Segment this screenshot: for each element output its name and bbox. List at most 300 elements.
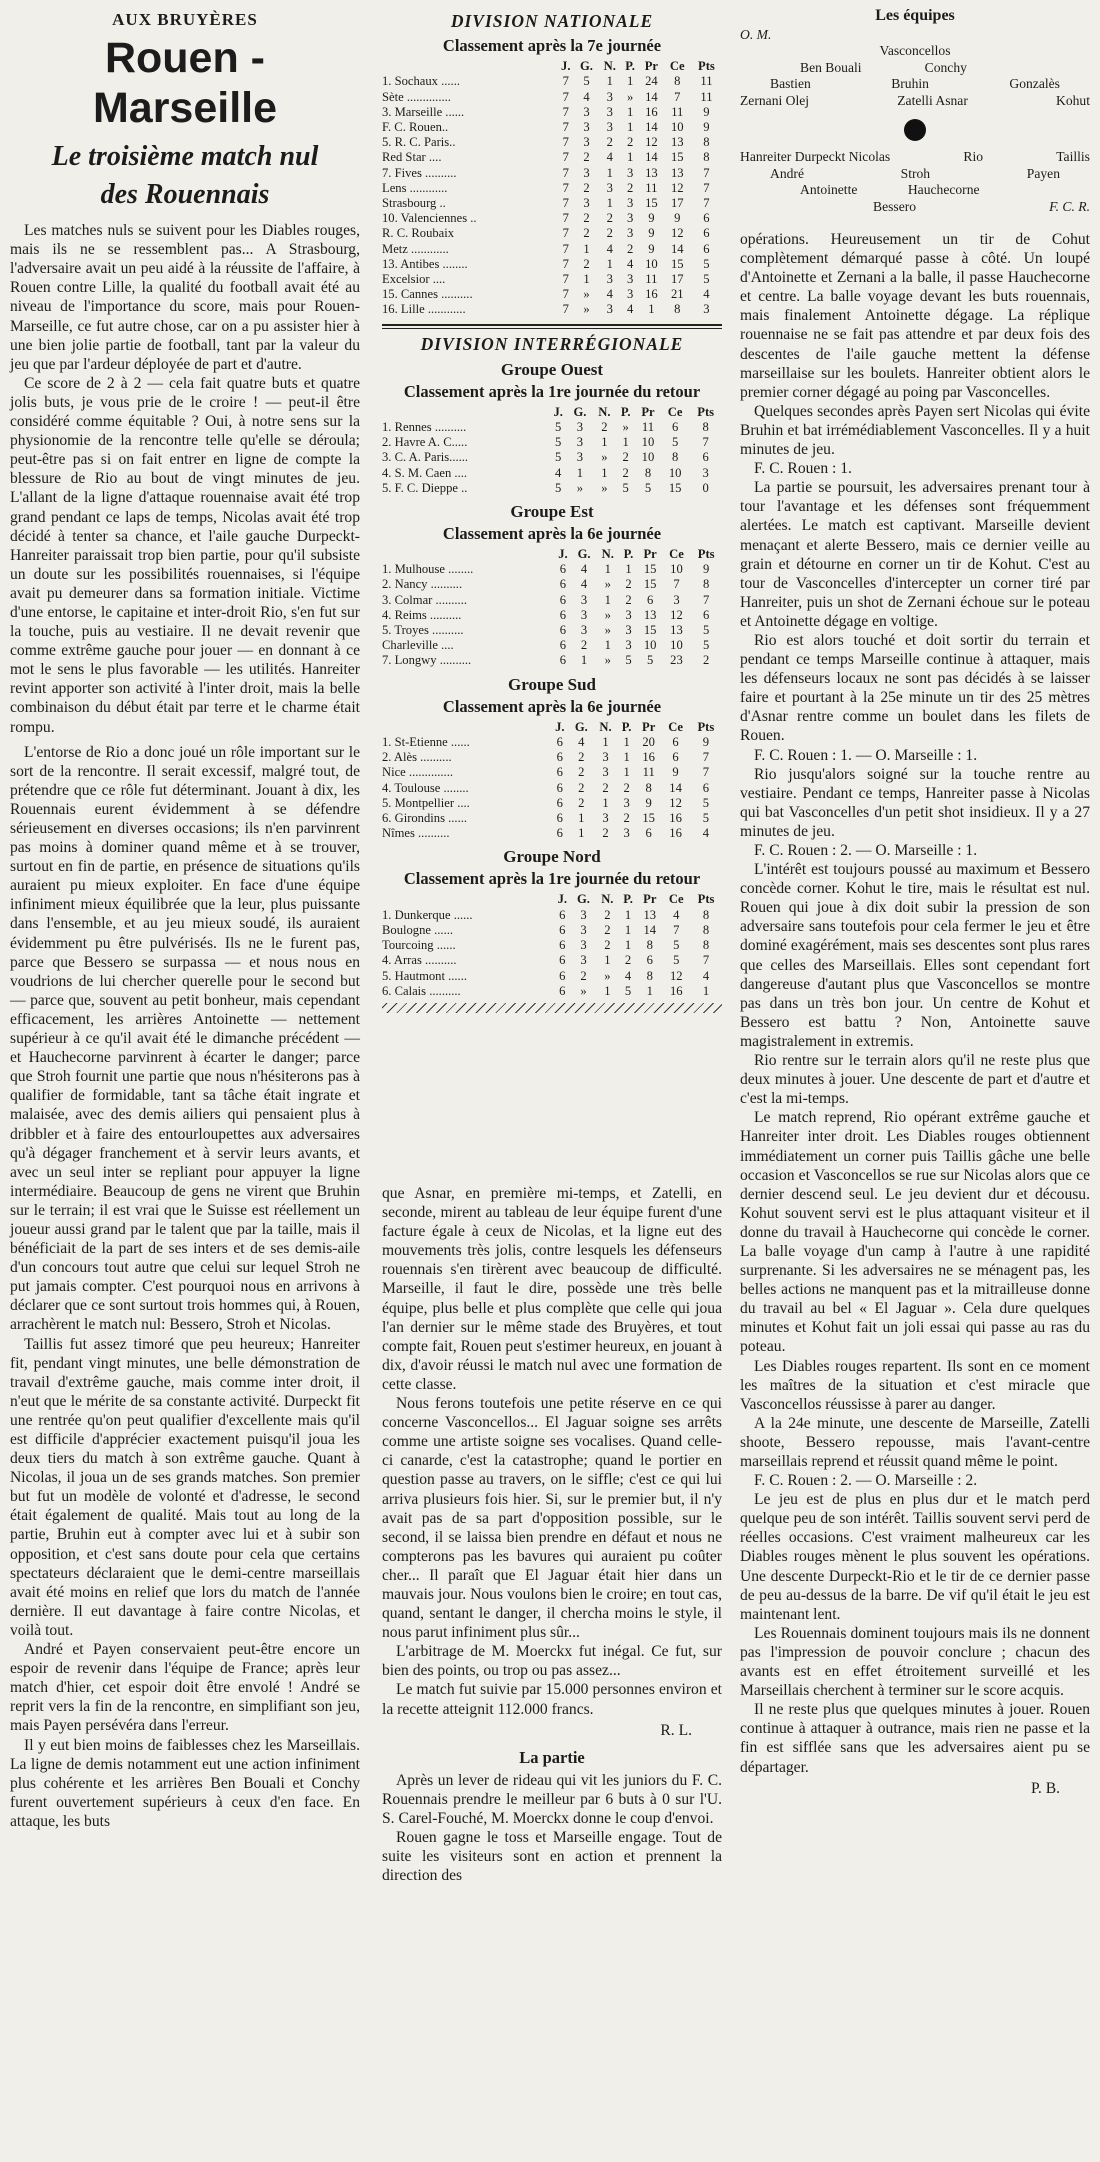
stat-cell: 13 [643,607,657,622]
team-name: 2. Alès .......... [382,750,452,765]
stat-cell: 5 [583,74,590,89]
table-row [382,435,722,450]
stat-cell: 2 [606,135,613,150]
stat-cell: 2 [583,211,590,226]
stat-cell: » [604,577,611,592]
stat-cell: 5 [702,795,709,810]
stat-cell: 3 [602,765,609,780]
stat-cell: 6 [559,938,566,953]
team-name: 7. Longwy .......... [382,653,472,668]
column-header: J. [557,892,568,907]
column-header: Pts [697,404,715,419]
stat-cell: 3 [580,592,588,607]
stat-cell: 15 [670,150,684,165]
stat-cell: 5 [673,938,680,953]
stat-cell: 8 [703,150,710,165]
stat-cell: 3 [576,450,584,465]
paragraph: Il ne reste plus que quelques minutes à jouer. Rouen continue à attaquer à outrance, mais rien ne passe et la fin est sifflée sans que les adversaires aient pu se départager. [740,1701,1090,1776]
stat-cell: 16 [642,750,655,765]
stat-cell: 3 [703,302,710,317]
team-name: Tourcoing ...... [382,938,456,953]
table-row [382,420,722,435]
column-header: N. [598,404,611,419]
column-header: Ce [669,547,684,562]
stat-cell: 12 [670,607,683,622]
column-header: Ce [668,719,683,734]
table-row [382,938,722,953]
column-header: G. [580,59,593,74]
paragraph: La partie se poursuit, les adversaires prenant tour à tour l'avantage et les défenses sont fréquemment alertées. Le match est captivant. Marseille devient menaçant et alerte Bessero, mais ce dernier veille au grain et détourne en corner un tir de Kohut. C'est au tour de Vasconcelles d'intercepter un corner tiré par Hanreiter, puis un shot de Zernani échoue sur le poteau et Antoinette dégage en voltige. [740,479,1090,630]
team-name: 10. Valenciennes .. [382,211,477,226]
paragraph: Le jeu est de plus en plus dur et le match perd quelque peu de son intérêt. Taillis souvent servi perd de réelles occasions. C'est vraiment malheureux car les Diables rouges mènent le plus souvent les opérations. Une descente Durpeckt-Rio et le tir de ce dernier passe de peu au-dessus de la barre. De vif qu'il était le jeu est maintenant lent. [740,1491,1090,1623]
stat-cell: 3 [623,795,630,810]
stat-cell: 1 [602,795,609,810]
stat-cell: 13 [645,165,658,180]
stat-cell: 2 [578,795,585,810]
stat-cell: 14 [669,780,682,795]
stat-cell: 16 [669,983,683,998]
standings-column [382,8,722,1017]
score-line: F. C. Rouen : 2. — O. Marseille : 2. [754,1472,978,1490]
stat-cell: 11 [642,765,655,780]
stat-cell: 6 [559,562,567,577]
stat-cell: 3 [580,907,587,922]
stat-cell: » [583,287,590,302]
stat-cell: 6 [559,953,566,968]
lineups-title: Les équipes [875,7,955,24]
division-nationale-title: DIVISION NATIONALE [450,11,654,31]
stat-cell: 7 [703,165,710,180]
stat-cell: 16 [645,287,658,302]
team-name: Nice .............. [382,765,453,780]
team-name: F. C. Rouen.. [382,119,449,134]
stat-cell: 8 [702,938,710,953]
team-name: Sète .............. [382,89,451,104]
stat-cell: 10 [670,562,683,577]
stat-cell: 3 [625,607,632,622]
stat-cell: 1 [648,302,655,317]
table-row [382,781,722,796]
paragraph: Les Diables rouges repartent. Ils sont en ce moment les maîtres de la situation et c'est miracle que Vasconcellos réussisse à parer au danger. [740,1357,1090,1413]
stat-cell: 7 [562,271,569,286]
column-header: Pr [642,719,656,734]
column-header: Pr [643,892,657,907]
article-column-1 [10,8,360,1831]
stat-cell: 11 [671,104,684,119]
stat-cell: 5 [703,638,710,653]
team-name: 5. Troyes .......... [382,623,464,638]
stat-cell: 1 [576,465,584,480]
table-row [382,196,722,211]
stat-cell: » [583,302,590,317]
stat-cell: 5 [703,271,710,286]
stat-cell: 6 [672,750,679,765]
stat-cell: 14 [670,241,684,256]
stat-cell: 3 [583,165,590,180]
lineup-row: Antoinette Hauchecorne [800,182,980,197]
stat-cell: 5 [644,480,652,495]
team-name: 1. Rennes .......... [382,419,467,434]
stat-cell: 4 [606,287,613,302]
stat-cell: 7 [703,180,710,195]
stat-cell: 14 [645,119,658,134]
stat-cell: 1 [623,734,630,749]
stat-cell: 24 [645,74,658,89]
stat-cell: 12 [670,226,684,241]
stat-cell: 10 [643,638,657,653]
stat-cell: 6 [556,780,563,795]
paragraph: Rio est alors touché et doit sortir du terrain et pendant ce temps Marseille continue à attaquer, mais les défenseurs locaux ne sont pas décidés à se laisser faire et pourtant à la 25e minute un tir des 25 mètres d'Asnar rentre comme un boulet dans les filets de Rouen. [740,631,1090,745]
table-row [382,166,722,181]
table-row [382,826,722,841]
stat-cell: 1 [646,983,653,998]
stat-cell: 1 [626,150,634,165]
table-row [382,450,722,465]
stat-cell: 4 [580,577,588,592]
stat-cell: 1 [626,104,634,119]
stat-cell: 11 [645,180,658,195]
lineup-row: Bessero F. C. R. [873,198,1090,214]
column-header: N. [599,719,612,734]
stat-cell: 7 [702,435,709,450]
stat-cell: 2 [578,750,585,765]
table-row [382,638,722,653]
stat-cell: 4 [580,562,588,577]
team-name: 1. St-Etienne ...... [382,734,470,749]
stat-cell: 6 [672,734,679,749]
team-header [382,720,551,735]
stat-cell: 21 [670,287,684,302]
stat-cell: 2 [623,780,630,795]
stat-cell: » [626,89,634,104]
team-header [382,892,553,907]
column-header: P. [621,719,632,734]
stat-cell: 9 [703,562,710,577]
table-row [382,481,722,496]
divider [382,324,722,329]
paragraph: que Asnar, en première mi-temps, et Zatelli, en seconde, mirent au tableau de leur équipe furent d'une facture égale à ceux de Nicolas, et la ligne eut des mouvements très jolis, contre lesquels les défenseurs rouennais s'en tirèrent avec beaucoup de difficulté. Marseille, il faut le dire, possède une très belle équipe, plus belle et plus complète que celle qui joua l'an dernier sur le même stade des Bruyères, et tout compte fait, Rouen peut s'estimer heureux, en jouant à dix, d'avoir réussi le match nul avec une formation de cette classe. [382,1185,722,1393]
stat-cell: 7 [562,150,569,165]
stat-cell: 12 [670,180,684,195]
table-row [382,135,722,150]
team-name: Nîmes .......... [382,826,450,841]
team-name: Lens ............ [382,180,448,195]
stat-cell: 9 [703,104,710,119]
table-row [382,466,722,481]
stat-cell: 2 [626,241,634,256]
column-header: J. [558,547,568,562]
stat-cell: 7 [562,104,569,119]
stat-cell: 6 [556,826,563,841]
stat-cell: 6 [559,592,567,607]
team-lineups [740,8,1090,215]
team-name: 4. Toulouse ........ [382,780,469,795]
stat-cell: 6 [556,810,563,825]
stat-cell: 3 [580,922,587,937]
table-row [382,181,722,196]
stat-cell: 7 [702,953,710,968]
column-header: G. [577,547,591,562]
team-name: 6. Calais .......... [382,983,461,998]
stat-cell: 2 [583,180,590,195]
stat-cell: 11 [641,419,655,434]
stat-cell: 1 [702,983,710,998]
stat-cell: 11 [700,89,713,104]
stat-cell: 1 [606,256,613,271]
paragraph: Rio jusqu'alors soigné sur la touche rentre au vestiaire. Pendant ce temps, Hanreiter passe à Nicolas qui bat Vasconcelles d'un petit shot insidieux. Il y a 27 minutes de jeu. [740,765,1090,840]
stat-cell: 2 [583,150,590,165]
wavy-divider [382,1003,722,1013]
groupe-est-subtitle: Classement après la 6e journée [442,524,662,544]
paragraph: Ce score de 2 à 2 — cela fait quatre buts et quatre jolis buts, je vous prie de le croire ! — peut-il être considéré comme équitable ? Oui, à notre sens sur la physionomie de la rencontre telle qu'elle se déroula; peut-être pas si on fait entrer en ligne de compte la blessure de Rio au bout de vingt minutes de jeu. L'allant de la ligne d'attaque rouennaise avait été trop grand pendant ce laps de temps, Nicolas avait été trop décidé à tenter sa chance, et l'aile gauche Durpeckt-Hanreiter paraissait trop bien partie, pour qu'il subsiste un doute sur les possibilités rouennaises, si l'équipe avait pu demeurer dans sa formation initiale. Victime d'une entorse, le capitaine et inter-droit Rio, s'en fut sur la touche, puis au vestiaire. Il ne devait revenir que comme extrême gauche pour jouer — en donnant à ce mot le sens le plus favorable — les utilités. Hanreiter revint apporter son activité à l'inter droit, mais la belle combinaison du début était par terre et le charme était rompu. [10,374,360,736]
team-header [382,547,554,562]
column-header: P. [623,547,634,562]
stat-cell: » [601,450,608,465]
stat-cell: 3 [606,271,613,286]
stat-cell: 5 [555,480,562,495]
stat-cell: 5 [624,983,632,998]
stat-cell: 3 [626,271,634,286]
team-name: 1. Mulhouse ........ [382,562,474,577]
groupe-ouest-subtitle: Classement après la 1re journée du retour [403,381,701,401]
stat-cell: 6 [559,607,567,622]
stat-cell: 10 [641,450,655,465]
stat-cell: 6 [703,211,710,226]
column-header: J. [555,719,565,734]
column-header: Ce [668,892,684,907]
table-row [382,608,722,623]
stat-cell: 10 [641,435,655,450]
stat-cell: 13 [670,135,684,150]
om-label: O. M. [740,26,772,42]
stat-cell: 15 [643,562,657,577]
stat-cell: 7 [562,89,569,104]
stat-cell: 3 [606,302,613,317]
stat-cell: 20 [642,734,655,749]
stat-cell: 12 [669,968,683,983]
stat-cell: 3 [602,750,609,765]
stat-cell: 2 [602,826,609,841]
stat-cell: 2 [601,419,608,434]
stat-cell: 7 [673,922,680,937]
column-header: Pr [643,547,657,562]
column-header: Pts [698,59,715,74]
table-row [382,923,722,938]
stat-cell: 4 [626,302,634,317]
paragraph: Le match reprend, Rio opérant extrême gauche et Hanreiter inter droit. Les Diables rouges obtiennent immédiatement un corner puis Taillis gâche une belle occasion et Vasconcellos se rue sur Nicolas alors que ce dernier descend seul. Le jeu devient dur et décousu. Kohut souvent servi est le plus attaquant visiteur et il donne du travail à Hauchecorne qui concède le corner. La balle voyage d'un camp à l'autre à une rapidité surprenante. Si les adversaires ne se ménagent pas, les belles actions ne manquent pas et la mitrailleuse donne du travail au bel « El Jaguar ». Cela dure quelques minutes et Kohut fait un joli essai qui passe au ras du poteau. [740,1109,1090,1356]
stat-cell: 9 [702,734,709,749]
team-name: 2. Nancy .......... [382,577,463,592]
table-row [382,242,722,257]
stat-cell: 6 [556,795,563,810]
table-row [382,257,722,272]
fcr-label: F. C. R. [1049,198,1090,214]
team-name: 4. Reims .......... [382,607,462,622]
signature: R. L. [660,1721,692,1739]
stat-cell: 4 [578,734,585,749]
standings-table-ouest [382,405,722,496]
table-row [382,226,722,241]
stat-cell: 1 [583,271,590,286]
stat-cell: 1 [606,165,613,180]
stat-cell: 2 [583,226,590,241]
stat-cell: 3 [576,435,584,450]
stat-cell: 7 [562,302,569,317]
subheadline-2: des Rouennais [100,179,270,211]
stat-cell: 7 [562,287,569,302]
stat-cell: 2 [703,653,710,668]
stat-cell: 4 [606,150,613,165]
stat-cell: 7 [703,592,710,607]
stat-cell: 3 [583,195,590,210]
table-row [382,953,722,968]
signature: P. B. [1030,1779,1060,1797]
stat-cell: 12 [669,795,682,810]
stat-cell: 3 [580,607,588,622]
lineup-row: André Stroh Payen [770,165,1060,181]
stat-cell: 3 [673,592,680,607]
table-row [382,653,722,668]
stat-cell: 7 [562,256,569,271]
stat-cell: 2 [583,256,590,271]
stat-cell: 9 [672,765,679,780]
stat-cell: 7 [673,577,680,592]
team-name: 7. Fives .......... [382,165,457,180]
stat-cell: 13 [643,907,657,922]
stat-cell: 2 [578,765,585,780]
paragraph: Rio rentre sur le terrain alors qu'il ne reste plus que deux minutes à jouer. Une descente de part et d'autre et c'est la mi-temps. [740,1052,1090,1108]
stat-cell: 5 [625,653,632,668]
column-header: Ce [667,404,683,419]
stat-cell: 5 [703,623,710,638]
groupe-est-title: Groupe Est [510,501,594,521]
stat-cell: 6 [703,226,710,241]
groupe-ouest-title: Groupe Ouest [500,359,604,379]
paragraph: Après un lever de rideau qui vit les juniors du F. C. Rouennais prendre le meilleur par 6 buts à 0 sur l'U. S. Carel-Fouché, M. Moerckx donne le coup d'envoi. [382,1771,722,1827]
stat-cell: 7 [562,241,569,256]
standings-table-nord [382,892,722,998]
stat-cell: 11 [700,74,713,89]
column-header: Pts [697,719,715,734]
stat-cell: 8 [703,577,710,592]
stat-cell: 6 [559,983,566,998]
stat-cell: 2 [626,135,634,150]
stat-cell: 7 [562,180,569,195]
stat-cell: 3 [625,623,632,638]
table-row [382,74,722,89]
stat-cell: 3 [580,938,587,953]
paragraph: Quelques secondes après Payen sert Nicolas qui évite Bruhin et bat irrémédiablement Vasconcelles. Il y a huit minutes de jeu. [740,402,1090,459]
table-row [382,984,722,999]
stat-cell: 2 [604,922,611,937]
ball-icon [904,119,926,141]
stat-cell: 3 [602,810,609,825]
stat-cell: 9 [703,119,710,134]
stat-cell: 1 [604,638,611,653]
stat-cell: 3 [580,623,588,638]
table-row [382,302,722,317]
standings-table-nationale [382,59,722,317]
stat-cell: 9 [648,226,655,241]
stat-cell: 5 [671,435,679,450]
stat-cell: 4 [673,907,680,922]
team-name: 1. Sochaux ...... [382,74,461,89]
paragraph: Nous ferons toutefois une petite réserve en ce qui concerne Vasconcellos... El Jaguar soigne ses arrêts comme une artiste soigne ses vocalises. Quand celle-ci canarde, c'est la catastrophe; quand le portier en question passe au travers, on le siffle; c'est ce qui lui arriva plusieurs fois hier. Si, sur le premier but, il n'y avait pas de sa part d'opposition possible, sur le second, il se laissa bien prendre en défaut et nous ne compterons pas les bavures qui auraient pu coûter cher... Il paraît que El Jaguar était hier dans un mauvais jour. Nous voulons bien le croire; en tout cas, quand, sentant le danger, il chercha moins le style, il nous parut infiniment plus sûr... [382,1395,722,1642]
column-header: P. [625,59,635,74]
stat-cell: 2 [622,465,629,480]
stat-cell: 3 [626,287,634,302]
stat-cell: 10 [645,256,658,271]
division-nationale-subtitle: Classement après la 7e journée [442,36,662,56]
column-header: Pr [641,404,655,419]
team-name: 13. Antibes ........ [382,256,468,271]
stat-cell: 9 [674,211,681,226]
stat-cell: 17 [670,195,684,210]
column-header: Pr [644,59,659,74]
stat-cell: 1 [583,241,590,256]
column-header: J. [561,59,571,74]
team-name: Boulogne ...... [382,922,454,937]
article-column-3 [740,230,1090,1800]
lineup-row: Ben Bouali Conchy [800,59,967,75]
stat-cell: 3 [583,119,590,134]
team-name: 5. Hautmont ...... [382,968,468,983]
stat-cell: 1 [626,119,634,134]
stat-cell: 6 [559,577,567,592]
paragraph: L'entorse de Rio a donc joué un rôle important sur le sort de la rencontre. Il serait excessif, malgré tout, de prétendre que ce rôle fut déterminant. Jouant à dix, les Rouennais eurent évidemment à se défendre sérieusement en diverses occasions; ils n'en parvinrent pas moins à dominer quand même et à se trouver, surtout en fin de partie, en présence de situations qu'ils auraient pu mieux exploiter. En face d'une équipe infiniment mieux équilibrée que la leur, plus puissante dans l'ensemble, et au jeu mieux soudé, ils auraient évidemment pu être pulvérisés. Ils ne le furent pas, parce que Bessero se surpassa — et nous nous en voudrions de lui chercher querelle pour le second but — parce que, souvent au petit bonheur, mais cependant efficacement, les arrières Antoinette — nettement supérieur à ce qu'il avait été le dimanche précédent — et Hauchecorne parvinrent à écarter le danger; parce que Stroh fournit une partie que nous n'hésiterons pas à qualifier de formidable, tant sa tâche était ingrate et malaisée, avec des demis ailiers qui pensaient plus à dribbler et à faire des entourloupettes aux adversaires qu'à dégager franchement et à servir leurs avants, et avec un seul inter se repliant pour appuyer la ligne intermédiaire. Beaucoup de gens ne virent que Bruhin sur le terrain; il est vrai que le Suisse est réellement un joueur aussi grand par le talent que par la taille, mais il bénéficiait de la part de ses inters et de ses demis-aile d'un concours tout autre que celui sur lequel Stroh ne put jamais compter. C'est pourquoi nous en arrivons à déclarer que ce sont surtout trois hommes qui, à Rouen, arrachèrent le match nul: Bessero, Stroh et Nicolas. [10,743,360,1334]
paragraph: L'arbitrage de M. Moerckx fut inégal. Ce fut, sur bien des points, ou trop ou pas assez... [382,1643,722,1680]
stat-cell: 5 [673,953,680,968]
stat-cell: 9 [648,241,655,256]
stat-cell: 14 [645,150,658,165]
team-name: R. C. Roubaix [382,226,455,241]
team-name: 16. Lille ............ [382,302,466,317]
stat-cell: 1 [606,74,613,89]
stat-cell: 1 [624,907,632,922]
stat-cell: 1 [626,74,634,89]
stat-cell: 1 [624,938,632,953]
stat-cell: 7 [702,765,709,780]
paragraph: André et Payen conservaient peut-être encore un espoir de revenir dans l'équipe de France; après leur match d'hier, cet espoir doit être envolé ! André se reprit vers la fin de la rencontre, en simplifiant son jeu, mais Payen persévéra dans l'erreur. [10,1641,360,1735]
headline: Rouen - Marseille [92,34,278,133]
stat-cell: 8 [703,135,710,150]
team-name: 1. Dunkerque ...... [382,907,473,922]
table-row [382,796,722,811]
stat-cell: 6 [559,638,567,653]
column-header: N. [601,892,614,907]
stat-cell: 2 [623,810,630,825]
stat-cell: 6 [556,765,563,780]
stat-cell: 7 [562,119,569,134]
team-header [382,405,549,420]
stat-cell: 6 [559,968,566,983]
groupe-nord-title: Groupe Nord [503,847,601,867]
paragraph: opérations. Heureusement un tir de Cohut complètement démarqué passe à côté. Un loupé d'Antoinette et Zernani a la balle, il passe Hauchecorne et centre. La balle voyage devant les buts rouennais, mais finalement Antoinette dégage. La réplique rouennaise ne se fait pas attendre et par deux fois des descentes de l'aile gauche mettent la défense marseillaise sur les boulets. Hanreiter obtient alors le premier corner dégagé au poing par Vasconcelles. [740,231,1090,401]
table-row [382,287,722,302]
stat-cell: 13 [670,165,684,180]
stat-cell: 15 [670,256,684,271]
stat-cell: 6 [556,734,563,749]
stat-cell: 2 [622,450,629,465]
stat-cell: 2 [626,180,634,195]
lineup-row: Zernani Olej Zatelli Asnar Kohut [740,92,1090,108]
stat-cell: 1 [622,435,629,450]
team-name: 15. Cannes .......... [382,287,473,302]
team-name: 2. Havre A. C..... [382,435,468,450]
stat-cell: 15 [643,623,657,638]
stat-cell: 5 [555,419,562,434]
stat-cell: 2 [580,968,587,983]
